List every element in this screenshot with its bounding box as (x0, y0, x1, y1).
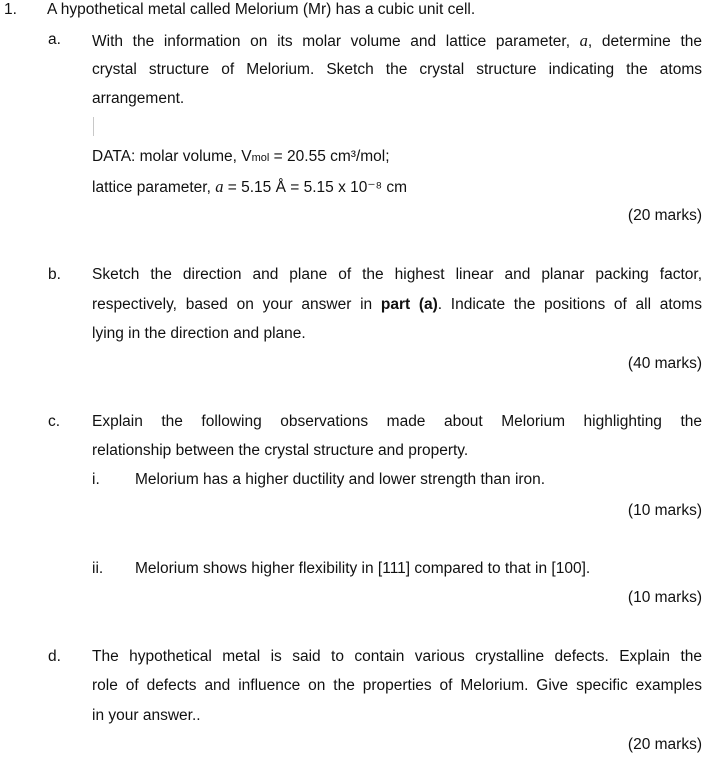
part-c-label: c. (48, 413, 61, 430)
part-b-line-3: lying in the direction and plane. (92, 325, 306, 342)
part-c-ii-marks: (10 marks) (627, 589, 702, 606)
part-d-line-1: The hypothetical metal is said to contain various crystalline defects. Explain the (92, 648, 702, 665)
part-b-label: b. (48, 266, 61, 283)
part-c-i-label: i. (92, 471, 100, 488)
part-a-marks: (20 marks) (627, 207, 702, 224)
part-d-line-2: role of defects and influence on the properties of Melorium. Give specific examples (92, 677, 702, 694)
part-c-i-text: Melorium has a higher ductility and lower strength than iron. (135, 471, 546, 488)
part-c-line-2: relationship between the crystal structure and property. (92, 442, 469, 459)
text-cursor (93, 117, 94, 136)
part-c-line-1: Explain the following observations made about Melorium highlighting the (92, 413, 702, 430)
part-d-line-3: in your answer.. (92, 707, 201, 724)
question-intro: A hypothetical metal called Melorium (Mr) has a cubic unit cell. (47, 1, 476, 18)
part-d-marks: (20 marks) (627, 736, 702, 753)
part-a-line-1: With the information on its molar volume and lattice parameter, a, determine the (92, 31, 702, 50)
part-a-data-molar-volume: DATA: molar volume, Vmol = 20.55 cm³/mol; (92, 148, 390, 165)
part-c-ii-label: ii. (92, 560, 104, 577)
part-a-label: a. (48, 31, 61, 48)
part-a-data-lattice: lattice parameter, a = 5.15 Å = 5.15 x 10⁻⁸ cm (92, 177, 408, 196)
part-a-line-3: arrangement. (92, 90, 185, 107)
part-b-marks: (40 marks) (627, 355, 702, 372)
lattice-variable: a (579, 31, 588, 50)
part-a-reference: part (a) (380, 296, 438, 313)
part-b-line-2: respectively, based on your answer in part (a). Indicate the positions of all atoms (92, 296, 702, 313)
part-a-line-2: crystal structure of Melorium. Sketch the crystal structure indicating the atoms (92, 61, 702, 78)
part-b-line-1: Sketch the direction and plane of the highest linear and planar packing factor, (92, 266, 702, 283)
part-c-i-marks: (10 marks) (627, 502, 702, 519)
part-c-ii-text: Melorium shows higher flexibility in [111] compared to that in [100]. (135, 560, 591, 577)
part-d-label: d. (48, 648, 61, 665)
question-number: 1. (4, 1, 17, 18)
